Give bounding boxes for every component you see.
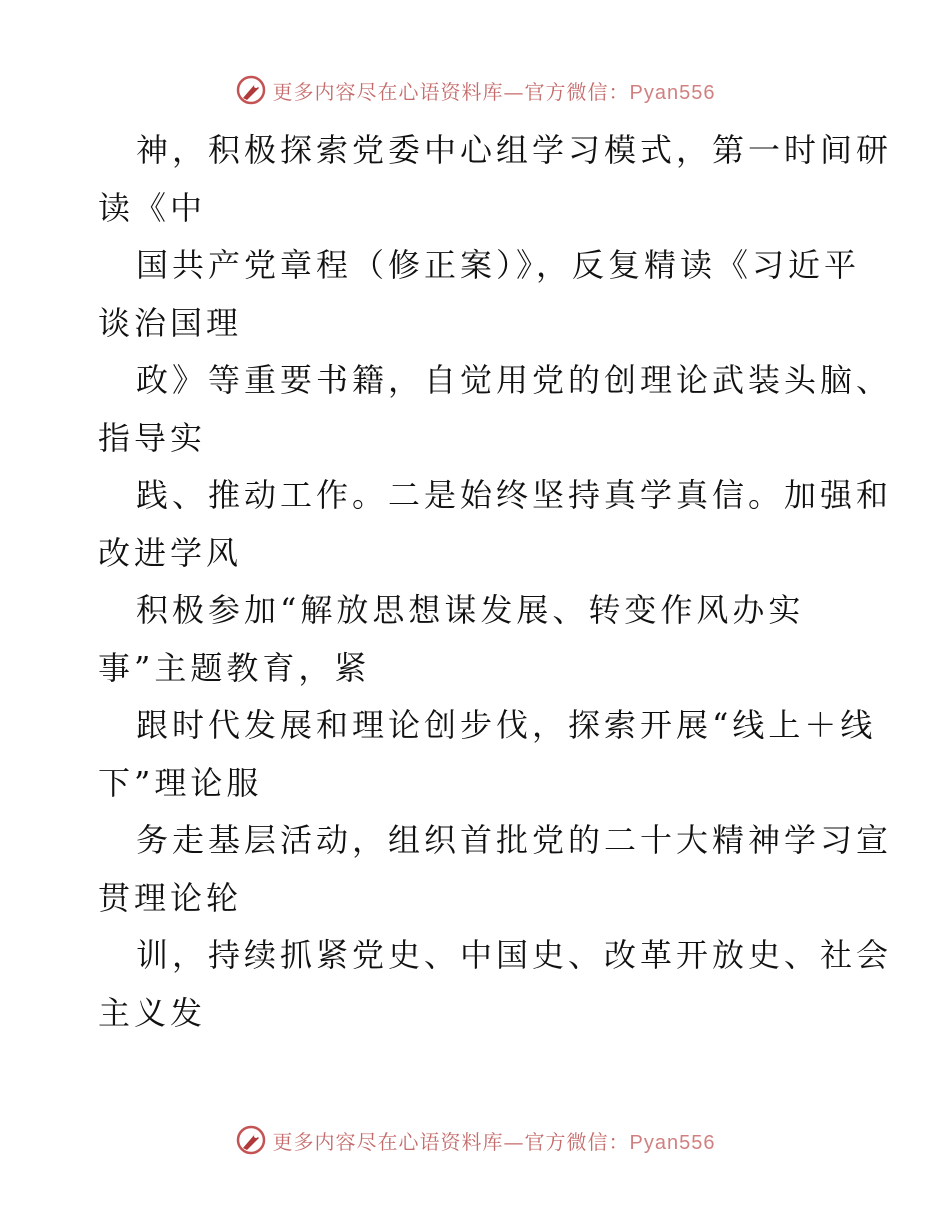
document-body [98,122,893,1042]
body-line: 指导实 [98,418,207,457]
body-line: 国共产党章程（修正案）》，反复精读《习近平 [136,246,861,284]
body-line: 下”理论服 [98,763,263,802]
body-line: 训，持续抓紧党史、中国史、改革开放史、社会 [136,936,893,974]
watermark-contact-label: 官方微信： [524,79,630,104]
body-line: 读《中 [98,188,207,227]
watermark-contact-label: 官方微信： [524,1129,630,1154]
pen-nib-logo-icon [235,1124,267,1156]
watermark-wechat-id: Pyan556 [629,81,716,104]
body-line: 积极参加“解放思想谋发展、转变作风办实 [136,591,805,629]
footer-watermark [0,1120,950,1160]
body-line: 跟时代发展和理论创步伐，探索开展“线上＋线 [136,706,877,744]
watermark-site-name: 更多内容尽在心语资料库 [272,79,504,104]
body-line: 务走基层活动，组织首批党的二十大精神学习宣 [136,821,893,859]
body-line: 政》等重要书籍，自觉用党的创理论武装头脑、 [136,361,893,399]
header-watermark [0,70,950,110]
watermark-separator: — [503,1129,525,1154]
body-line: 改进学风 [98,533,243,572]
body-line: 践、推动工作。二是始终坚持真学真信。加强和 [136,476,893,514]
watermark-separator: — [503,79,525,104]
watermark-wechat-id: Pyan556 [629,1131,716,1154]
body-line: 谈治国理 [98,303,243,342]
pen-nib-logo-icon [235,74,267,106]
body-line: 神，积极探索党委中心组学习模式，第一时间研 [136,131,893,169]
body-line: 主义发 [98,993,207,1032]
body-line: 事”主题教育，紧 [98,648,371,687]
body-line: 贯理论轮 [98,878,243,917]
watermark-text [273,1126,716,1155]
watermark-text [273,76,716,105]
watermark-site-name: 更多内容尽在心语资料库 [272,1129,504,1154]
